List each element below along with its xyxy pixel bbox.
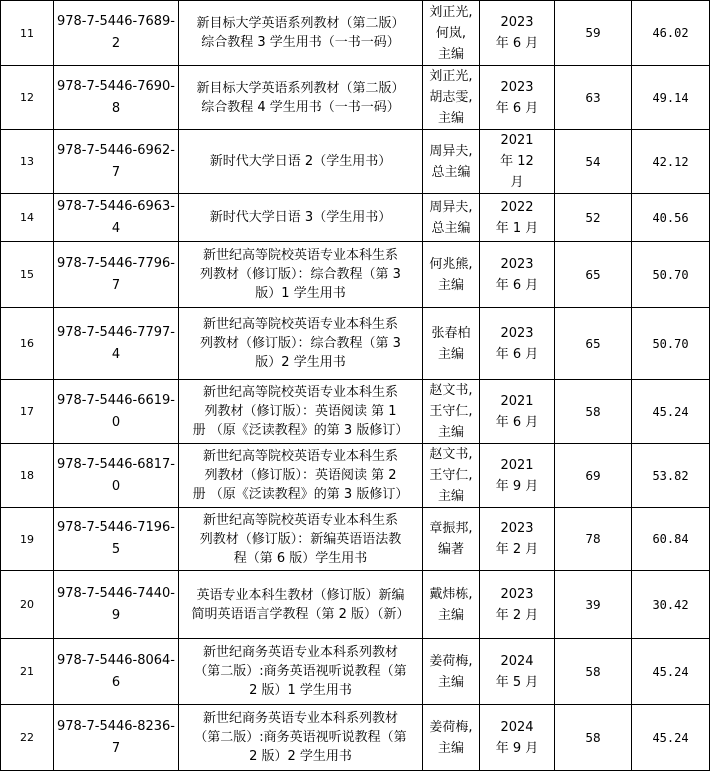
publish-date-cell (480, 705, 555, 771)
row-number: 11 (1, 1, 54, 66)
author-cell-line: 姜荷梅, (429, 719, 473, 735)
isbn-cell (54, 444, 179, 508)
publish-date-cell-line: 2023 (500, 15, 534, 30)
count-cell: 59 (555, 1, 632, 66)
title-cell (179, 1, 423, 66)
isbn-cell (54, 194, 179, 242)
title-cell-line: 综合教程 3 学生用书（一书一码） (201, 35, 400, 50)
publish-date-cell (480, 508, 555, 571)
isbn-cell-line: 0 (111, 478, 121, 494)
author-cell-line: 总主编 (431, 164, 471, 180)
publish-date-cell (480, 380, 555, 444)
author-cell-line: 赵文书, (429, 447, 473, 462)
isbn-cell (54, 705, 179, 771)
price-cell: 45.24 (632, 380, 710, 444)
title-cell-line: 列教材（修订版）：英语阅读 第 2 (204, 468, 397, 483)
author-cell (423, 308, 480, 380)
count-cell: 52 (555, 194, 632, 242)
title-cell-line: 新目标大学英语系列教材（第二版） (196, 80, 405, 96)
publish-date-cell (480, 66, 555, 130)
publish-date-cell-line: 2023 (500, 521, 534, 536)
publish-date-cell (480, 1, 555, 66)
title-cell (179, 194, 423, 242)
isbn-cell-line: 978-7-5446-6619- (56, 392, 175, 408)
title-cell-line: 简明英语语言学教程（第 2 版）（新） (191, 606, 410, 622)
author-cell (423, 194, 480, 242)
table-row (1, 242, 710, 308)
count-cell: 63 (555, 66, 632, 130)
table-row (1, 444, 710, 508)
isbn-cell-line: 978-7-5446-7797- (56, 324, 175, 340)
isbn-cell-line: 7 (111, 164, 121, 180)
publish-date-cell-line: 年 6 月 (495, 100, 539, 116)
count-cell: 58 (555, 705, 632, 771)
isbn-cell (54, 308, 179, 380)
isbn-cell-line: 978-7-5446-8064- (56, 652, 175, 668)
isbn-cell-line: 978-7-5446-6963- (56, 198, 175, 214)
author-cell-line: 编著 (437, 542, 464, 557)
row-number: 13 (1, 130, 54, 194)
price-cell: 60.84 (632, 508, 710, 571)
table-row (1, 308, 710, 380)
publish-date-cell (480, 444, 555, 508)
isbn-cell-line: 2 (111, 36, 121, 51)
isbn-cell-line: 978-7-5446-7440- (56, 585, 175, 601)
author-cell-line: 何兆熊, (429, 256, 473, 272)
author-cell-line: 主编 (437, 277, 464, 293)
price-cell: 53.82 (632, 444, 710, 508)
author-cell (423, 130, 480, 194)
title-cell (179, 130, 423, 194)
author-cell-line: 王守仁, (429, 468, 473, 483)
isbn-cell-line: 978-7-5446-7196- (56, 520, 175, 535)
publish-date-cell-line: 2021 (500, 457, 534, 473)
isbn-cell-line: 4 (111, 346, 121, 362)
isbn-cell-line: 8 (111, 100, 121, 116)
price-cell: 30.42 (632, 571, 710, 639)
title-cell-line: 册 （原《泛读教程》的第 3 版修订） (192, 487, 409, 502)
isbn-cell (54, 639, 179, 705)
author-cell (423, 66, 480, 130)
author-cell (423, 242, 480, 308)
row-number: 14 (1, 194, 54, 242)
title-cell (179, 639, 423, 705)
price-cell: 50.70 (632, 242, 710, 308)
publish-date-cell-line: 年 1 月 (495, 220, 539, 236)
title-cell-line: 册 （原《泛读教程》的第 3 版修订） (192, 423, 409, 438)
title-cell-line: 列教材（修订版）：新编英语语法教 (199, 531, 402, 547)
title-cell-line: 新世纪高等院校英语专业本科生系 (202, 512, 398, 528)
author-cell (423, 380, 480, 444)
title-cell-line: 列教材（修订版）：英语阅读 第 1 (204, 404, 397, 419)
count-cell: 58 (555, 380, 632, 444)
title-cell-line: 新时代大学日语 2（学生用书） (209, 154, 392, 169)
title-cell-line: 新世纪商务英语专业本科系列教材 (202, 711, 398, 726)
count-cell: 65 (555, 242, 632, 308)
count-cell: 39 (555, 571, 632, 639)
table-row (1, 705, 710, 771)
publish-date-cell-line: 2023 (500, 586, 534, 602)
author-cell-line: 何岚, (435, 25, 467, 41)
author-cell-line: 周异夫, (429, 199, 473, 215)
author-cell-line: 张春柏 (431, 325, 471, 341)
author-cell-line: 主编 (437, 607, 464, 623)
price-cell: 46.02 (632, 1, 710, 66)
table-row (1, 639, 710, 705)
author-cell-line: 周异夫, (429, 143, 473, 159)
title-cell-line: 2 版）1 学生用书 (249, 683, 352, 698)
publish-date-cell (480, 242, 555, 308)
title-cell-line: 新世纪高等院校英语专业本科生系 (202, 385, 398, 400)
count-cell: 69 (555, 444, 632, 508)
table-row (1, 194, 710, 242)
isbn-cell-line: 978-7-5446-7796- (56, 255, 175, 271)
publish-date-cell-line: 年 6 月 (495, 414, 539, 430)
publish-date-cell-line: 年 9 月 (495, 740, 539, 756)
publish-date-cell-line: 年 2 月 (495, 542, 539, 557)
publish-date-cell-line: 2023 (500, 256, 534, 272)
table-body (1, 1, 710, 771)
author-cell-line: 主编 (437, 111, 464, 126)
row-number: 18 (1, 444, 54, 508)
title-cell-line: 2 版）2 学生用书 (249, 749, 352, 764)
table-row (1, 130, 710, 194)
row-number: 15 (1, 242, 54, 308)
publish-date-cell-line: 年 2 月 (495, 607, 539, 623)
isbn-cell (54, 1, 179, 66)
isbn-cell-line: 978-7-5446-6817- (56, 456, 175, 472)
isbn-cell-line: 7 (111, 277, 121, 293)
isbn-cell (54, 66, 179, 130)
author-cell-line: 章振邦, (429, 521, 473, 536)
isbn-cell (54, 508, 179, 571)
isbn-cell-line: 978-7-5446-8236- (56, 718, 175, 734)
publish-date-cell-line: 年 6 月 (495, 346, 539, 362)
count-cell: 65 (555, 308, 632, 380)
title-cell-line: （第二版）:商务英语视听说教程（第 (194, 664, 407, 679)
price-cell: 45.24 (632, 639, 710, 705)
isbn-cell-line: 5 (111, 542, 121, 557)
table-row (1, 380, 710, 444)
author-cell (423, 571, 480, 639)
author-cell (423, 1, 480, 66)
isbn-cell (54, 242, 179, 308)
title-cell-line: 新目标大学英语系列教材（第二版） (196, 16, 405, 31)
table-row (1, 66, 710, 130)
title-cell (179, 508, 423, 571)
author-cell (423, 508, 480, 571)
author-cell-line: 主编 (437, 425, 464, 440)
title-cell-line: 列教材（修订版）：综合教程（第 3 (200, 267, 401, 282)
author-cell-line: 戴炜栋, (429, 586, 473, 602)
publish-date-cell-line: 2023 (500, 79, 534, 95)
price-cell: 50.70 (632, 308, 710, 380)
title-cell (179, 380, 423, 444)
publish-date-cell (480, 194, 555, 242)
title-cell-line: 英语专业本科生教材（修订版）新编 (196, 587, 405, 603)
publish-date-cell-line: 年 5 月 (495, 674, 539, 690)
title-cell-line: 版）2 学生用书 (255, 355, 346, 370)
table-row (1, 571, 710, 639)
author-cell-line: 刘正光, (429, 4, 473, 20)
publish-date-cell-line: 2021 (500, 133, 534, 148)
isbn-cell (54, 571, 179, 639)
author-cell-line: 主编 (437, 489, 464, 504)
row-number: 20 (1, 571, 54, 639)
row-number: 12 (1, 66, 54, 130)
title-cell-line: 新时代大学日语 3（学生用书） (209, 210, 392, 225)
title-cell-line: 列教材（修订版）：综合教程（第 3 (200, 336, 401, 351)
price-cell: 49.14 (632, 66, 710, 130)
title-cell (179, 242, 423, 308)
publish-date-cell (480, 308, 555, 380)
author-cell-line: 胡志雯, (429, 90, 473, 105)
publish-date-cell (480, 639, 555, 705)
author-cell-line: 主编 (437, 674, 464, 690)
isbn-cell-line: 7 (111, 740, 121, 756)
publish-date-cell-line: 2024 (500, 719, 534, 735)
isbn-cell-line: 9 (111, 607, 121, 623)
table-row (1, 1, 710, 66)
count-cell: 54 (555, 130, 632, 194)
title-cell (179, 571, 423, 639)
title-cell (179, 705, 423, 771)
price-cell: 40.56 (632, 194, 710, 242)
author-cell-line: 主编 (437, 46, 464, 62)
table-row (1, 508, 710, 571)
publish-date-cell (480, 130, 555, 194)
title-cell (179, 444, 423, 508)
title-cell (179, 66, 423, 130)
price-cell: 45.24 (632, 705, 710, 771)
isbn-cell-line: 0 (111, 414, 121, 430)
author-cell (423, 639, 480, 705)
title-cell-line: 程（第 6 版）学生用书 (233, 550, 368, 566)
isbn-cell-line: 978-7-5446-7690- (56, 78, 175, 94)
title-cell (179, 308, 423, 380)
count-cell: 58 (555, 639, 632, 705)
publish-date-cell-line: 月 (510, 175, 524, 190)
author-cell (423, 705, 480, 771)
author-cell-line: 姜荷梅, (429, 653, 473, 669)
author-cell (423, 444, 480, 508)
author-cell-line: 主编 (437, 346, 464, 362)
publish-date-cell-line: 年 6 月 (495, 277, 539, 293)
count-cell: 78 (555, 508, 632, 571)
row-number: 16 (1, 308, 54, 380)
author-cell-line: 主编 (437, 740, 464, 756)
row-number: 19 (1, 508, 54, 571)
publish-date-cell-line: 2022 (500, 199, 534, 215)
isbn-cell-line: 978-7-5446-7689- (56, 14, 175, 29)
title-cell-line: 新世纪高等院校英语专业本科生系 (202, 317, 398, 332)
isbn-cell-line: 4 (111, 220, 121, 236)
author-cell-line: 王守仁, (429, 404, 473, 419)
publish-date-cell-line: 年 6 月 (495, 36, 539, 51)
title-cell-line: 新世纪高等院校英语专业本科生系 (202, 248, 398, 263)
isbn-cell-line: 978-7-5446-6962- (56, 142, 175, 158)
publish-date-cell-line: 2021 (500, 393, 534, 409)
row-number: 21 (1, 639, 54, 705)
title-cell-line: 版）1 学生用书 (255, 286, 346, 301)
title-cell-line: 新世纪商务英语专业本科系列教材 (202, 645, 398, 660)
title-cell-line: （第二版）:商务英语视听说教程（第 (194, 730, 407, 745)
isbn-cell-line: 6 (111, 674, 121, 690)
isbn-cell (54, 380, 179, 444)
price-cell: 42.12 (632, 130, 710, 194)
author-cell-line: 赵文书, (429, 383, 473, 398)
publish-date-cell (480, 571, 555, 639)
author-cell-line: 总主编 (431, 220, 471, 236)
row-number: 17 (1, 380, 54, 444)
publish-date-cell-line: 年 12 (500, 154, 534, 169)
publish-date-cell-line: 年 9 月 (495, 478, 539, 494)
isbn-cell (54, 130, 179, 194)
author-cell-line: 刘正光, (429, 69, 473, 84)
publish-date-cell-line: 2023 (500, 325, 534, 341)
publish-date-cell-line: 2024 (500, 653, 534, 669)
row-number: 22 (1, 705, 54, 771)
title-cell-line: 综合教程 4 学生用书（一书一码） (201, 99, 400, 115)
title-cell-line: 新世纪高等院校英语专业本科生系 (202, 449, 398, 464)
